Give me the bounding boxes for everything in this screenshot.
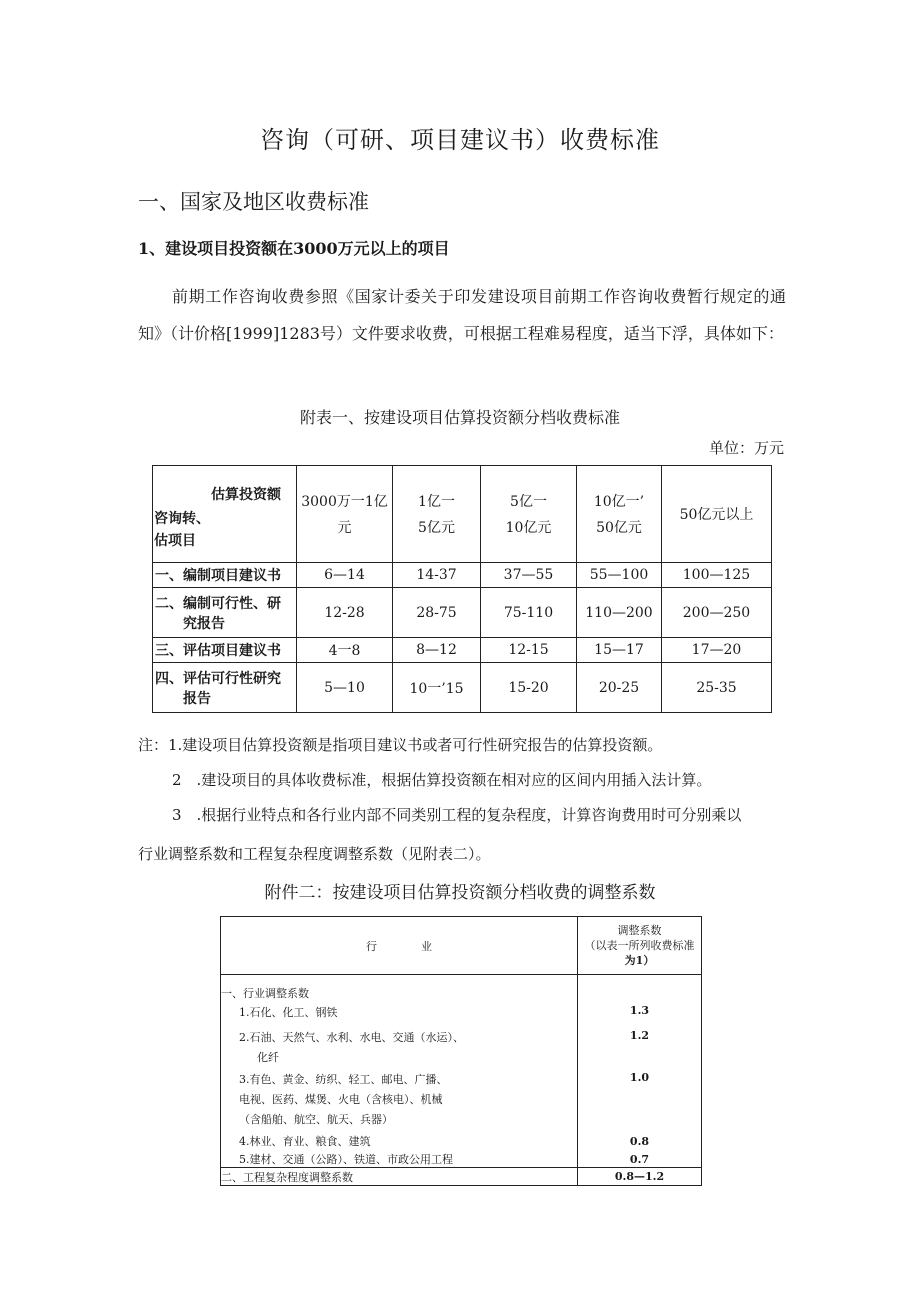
header-col-1	[297, 466, 393, 563]
industry-list-cell	[221, 975, 578, 1168]
table-cell: 37—55	[481, 563, 577, 588]
header-col-1-line1: 3000万一1亿	[301, 494, 388, 510]
header-col-2	[393, 466, 481, 563]
group1-title: 一、行业调整系数	[221, 987, 309, 1000]
coefficient-value: 0.8	[629, 1135, 650, 1148]
coef-header-line1: 调整系数	[617, 924, 662, 937]
header-col-3-line1: 5亿一	[510, 494, 547, 510]
header-col-2-line1: 1亿一	[418, 494, 455, 510]
corner-top-label: 估算投资额	[211, 487, 281, 503]
row-label-line: 四、评估可行性研究	[155, 670, 281, 687]
row-label	[153, 638, 297, 663]
coefficient-value: 1.3	[629, 1004, 650, 1017]
note-3: 3 .根据行业特点和各行业内部不同类别工程的复杂程度，计算咨询费用时可分别乘以	[172, 806, 742, 824]
table2-caption: 附件二：按建设项目估算投资额分档收费的调整系数	[264, 883, 656, 903]
table-cell: 17—20	[662, 638, 772, 663]
header-col-4-line2: 50亿元	[596, 520, 642, 536]
table1-header-row	[153, 466, 772, 563]
table-cell: 75-110	[481, 588, 577, 638]
table-row	[153, 588, 772, 638]
row-label	[153, 588, 297, 638]
note-2: 2 .建设项目的具体收费标准，根据估算投资额在相对应的区间内用插入法计算。	[172, 771, 712, 789]
table-cell: 10一’15	[393, 663, 481, 713]
subsection-heading: 1、建设项目投资额在3000万元以上的项目	[138, 239, 450, 258]
table-cell: 4一8	[297, 638, 393, 663]
table-cell: 6—14	[297, 563, 393, 588]
row-label-line: 究报告	[183, 615, 225, 632]
coef-header-line3: 为1）	[624, 954, 655, 967]
table-row	[153, 563, 772, 588]
table-cell: 15—17	[577, 638, 662, 663]
table-cell: 28-75	[393, 588, 481, 638]
row-label	[153, 563, 297, 588]
coefficient-cell	[578, 975, 702, 1168]
header-col-4	[577, 466, 662, 563]
header-col-5-line1: 50亿元以上	[679, 507, 754, 523]
table-cell: 20-25	[577, 663, 662, 713]
table-cell: 55—100	[577, 563, 662, 588]
list-item: 化纤	[257, 1051, 279, 1064]
row-label	[153, 663, 297, 713]
table-row	[153, 663, 772, 713]
table-cell: 15-20	[481, 663, 577, 713]
header-col-3	[481, 466, 577, 563]
table1-unit: 单位：万元	[708, 439, 784, 457]
table2-header-coefficient	[578, 917, 702, 975]
section-heading: 一、国家及地区收费标准	[138, 190, 369, 214]
table-cell: 5—10	[297, 663, 393, 713]
list-item: 4.林业、育业、粮食、建筑	[239, 1135, 371, 1148]
adjustment-coefficient-table	[220, 916, 702, 1186]
table-cell: 200—250	[662, 588, 772, 638]
note-3-continuation: 行业调整系数和工程复杂程度调整系数（见附表二）。	[138, 845, 491, 863]
table-cell: 25-35	[662, 663, 772, 713]
row-label-line: 一、编制项目建议书	[155, 568, 281, 584]
header-col-4-line1: 10亿一’	[593, 494, 645, 510]
group2-coefficient: 0.8—1.2	[578, 1168, 702, 1186]
header-col-5	[662, 466, 772, 563]
coefficient-value: 1.2	[629, 1029, 650, 1042]
note-1: 注：1.建设项目估算投资额是指项目建议书或者可行性研究报告的估算投资额。	[138, 736, 663, 754]
list-item: 电视、医药、煤煲、火电（含核电）、机械	[239, 1093, 443, 1106]
header-col-3-line2: 10亿元	[505, 520, 552, 536]
table-row	[153, 638, 772, 663]
header-col-1-line2: 元	[337, 520, 352, 536]
table1-corner-header	[153, 466, 297, 563]
page-title: 咨询（可研、项目建议书）收费标准	[260, 126, 660, 154]
row-label-line: 三、评估项目建议书	[155, 643, 281, 659]
coefficient-value: 0.7	[629, 1153, 650, 1166]
list-item: 1.石化、化工、钢铁	[239, 1006, 338, 1019]
table2-industry-group	[221, 975, 702, 1168]
table-cell: 14-37	[393, 563, 481, 588]
list-item: 5.建材、交通（公路）、铁道、市政公用工程	[239, 1153, 453, 1166]
table-cell: 12-28	[297, 588, 393, 638]
coef-header-line2: （以表一所列收费标准	[584, 939, 695, 952]
coefficient-value: 1.0	[629, 1071, 650, 1084]
corner-mid-label: 咨询转、	[154, 511, 210, 527]
list-item: 2.石油、天然气、水利、水电、交通（水运）、	[239, 1031, 464, 1044]
table-cell: 8—12	[393, 638, 481, 663]
table2-header-industry: 行 业	[221, 917, 578, 975]
row-label-line: 二、编制可行性、研	[155, 595, 281, 612]
table2-header-row	[221, 917, 702, 975]
list-item: 3.有色、黄金、纺织、轻工、邮电、广播、	[239, 1073, 448, 1086]
header-col-2-line2: 5亿元	[418, 520, 455, 536]
body-paragraph: 前期工作咨询收费参照《国家计委关于印发建设项目前期工作咨询收费暂行规定的通知》（计价格[1999]1283号）文件要求收费，可根据工程难易程度，适当下浮，具体如下：	[138, 287, 786, 343]
table-cell: 110—200	[577, 588, 662, 638]
table2-complexity-row	[221, 1168, 702, 1186]
list-item: （含船舶、航空、航天、兵器）	[239, 1113, 393, 1126]
row-label-line: 报告	[183, 690, 211, 707]
table-cell: 12-15	[481, 638, 577, 663]
corner-bottom-label: 估项目	[154, 533, 196, 549]
table-cell: 100—125	[662, 563, 772, 588]
fee-standard-table	[152, 465, 772, 713]
table1-caption: 附表一、按建设项目估算投资额分档收费标准	[299, 408, 620, 427]
group2-title: 二、工程复杂程度调整系数	[221, 1168, 578, 1186]
